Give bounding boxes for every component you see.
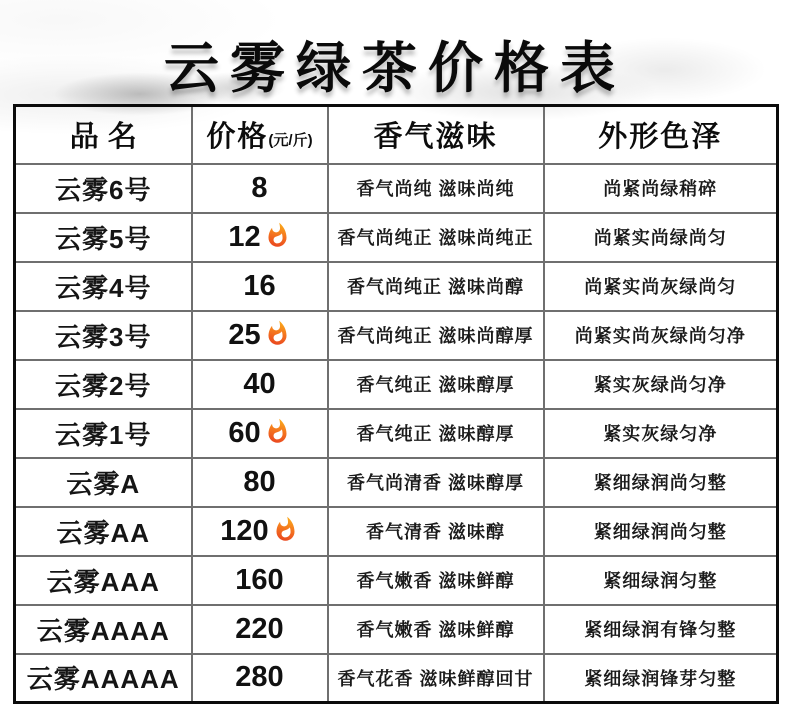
- appearance-color: 尚紧尚绿稍碎: [544, 164, 778, 213]
- appearance-color: 紧细绿润有锋匀整: [544, 605, 778, 654]
- price-cell: [192, 262, 328, 311]
- page-title: 云雾绿茶价格表: [163, 37, 626, 99]
- appearance-color: 紧细绿润匀整: [544, 556, 778, 605]
- appearance-color: 尚紧实尚绿尚匀: [544, 213, 778, 262]
- price-cell: [192, 311, 328, 360]
- product-name: 云雾AA: [15, 507, 192, 556]
- product-name: 云雾A: [15, 458, 192, 507]
- price-cell: [192, 458, 328, 507]
- table-row: [15, 164, 778, 213]
- aroma-taste: 香气纯正 滋味醇厚: [328, 409, 544, 458]
- flame-icon: [272, 514, 299, 545]
- product-name: 云雾4号: [15, 262, 192, 311]
- price-cell: [192, 556, 328, 605]
- aroma-taste: 香气尚纯正 滋味尚醇: [328, 262, 544, 311]
- table-row: [15, 458, 778, 507]
- header-price: [192, 106, 328, 164]
- appearance-color: 紧实灰绿匀净: [544, 409, 778, 458]
- table-row: [15, 654, 778, 703]
- product-name: 云雾3号: [15, 311, 192, 360]
- header-price-unit: (元/斤): [268, 132, 313, 150]
- aroma-taste: 香气纯正 滋味醇厚: [328, 360, 544, 409]
- aroma-taste: 香气清香 滋味醇: [328, 507, 544, 556]
- price-value: 160: [235, 563, 284, 596]
- table-row: [15, 213, 778, 262]
- product-name: 云雾AAA: [15, 556, 192, 605]
- table-row: [15, 507, 778, 556]
- price-value: 120: [220, 515, 269, 547]
- appearance-color: 紧细绿润尚匀整: [544, 458, 778, 507]
- appearance-color: 紧细绿润尚匀整: [544, 507, 778, 556]
- appearance-color: 尚紧实尚灰绿尚匀净: [544, 311, 778, 360]
- header-product-name: 品名: [15, 106, 192, 164]
- flame-icon: [264, 416, 291, 447]
- price-value: 280: [235, 661, 284, 694]
- flame-icon: [264, 220, 291, 251]
- price-table: [13, 104, 779, 704]
- product-name: 云雾2号: [15, 360, 192, 409]
- product-name: 云雾1号: [15, 409, 192, 458]
- price-cell: [192, 605, 328, 654]
- price-value: 12: [228, 221, 261, 253]
- product-name: 云雾AAAAA: [15, 654, 192, 703]
- price-value: 8: [251, 171, 268, 204]
- price-value: 220: [235, 612, 284, 645]
- aroma-taste: 香气尚清香 滋味醇厚: [328, 458, 544, 507]
- aroma-taste: 香气尚纯正 滋味尚纯正: [328, 213, 544, 262]
- price-value: 16: [243, 269, 276, 302]
- appearance-color: 紧实灰绿尚匀净: [544, 360, 778, 409]
- aroma-taste: 香气嫩香 滋味鲜醇: [328, 556, 544, 605]
- header-price-label: 价格: [206, 121, 269, 154]
- flame-icon: [264, 318, 291, 349]
- table-row: [15, 262, 778, 311]
- product-name: 云雾6号: [15, 164, 192, 213]
- header-row: [15, 106, 778, 164]
- table-row: [15, 409, 778, 458]
- table-row: [15, 605, 778, 654]
- appearance-color: 尚紧实尚灰绿尚匀: [544, 262, 778, 311]
- table-row: [15, 360, 778, 409]
- price-value: 40: [243, 367, 276, 400]
- price-cell: [192, 409, 328, 458]
- price-cell: [192, 360, 328, 409]
- aroma-taste: 香气花香 滋味鲜醇回甘: [328, 654, 544, 703]
- product-name: 云雾5号: [15, 213, 192, 262]
- price-cell: [192, 164, 328, 213]
- price-value: 25: [228, 319, 261, 351]
- aroma-taste: 香气嫩香 滋味鲜醇: [328, 605, 544, 654]
- table-row: [15, 556, 778, 605]
- price-cell: [192, 654, 328, 703]
- aroma-taste: 香气尚纯正 滋味尚醇厚: [328, 311, 544, 360]
- aroma-taste: 香气尚纯 滋味尚纯: [328, 164, 544, 213]
- price-cell: [192, 213, 328, 262]
- header-aroma-taste: 香气滋味: [328, 106, 544, 164]
- header-appearance-color: 外形色泽: [544, 106, 778, 164]
- appearance-color: 紧细绿润锋芽匀整: [544, 654, 778, 703]
- price-cell: [192, 507, 328, 556]
- price-value: 60: [228, 417, 261, 449]
- table-row: [15, 311, 778, 360]
- product-name: 云雾AAAA: [15, 605, 192, 654]
- price-value: 80: [243, 465, 276, 498]
